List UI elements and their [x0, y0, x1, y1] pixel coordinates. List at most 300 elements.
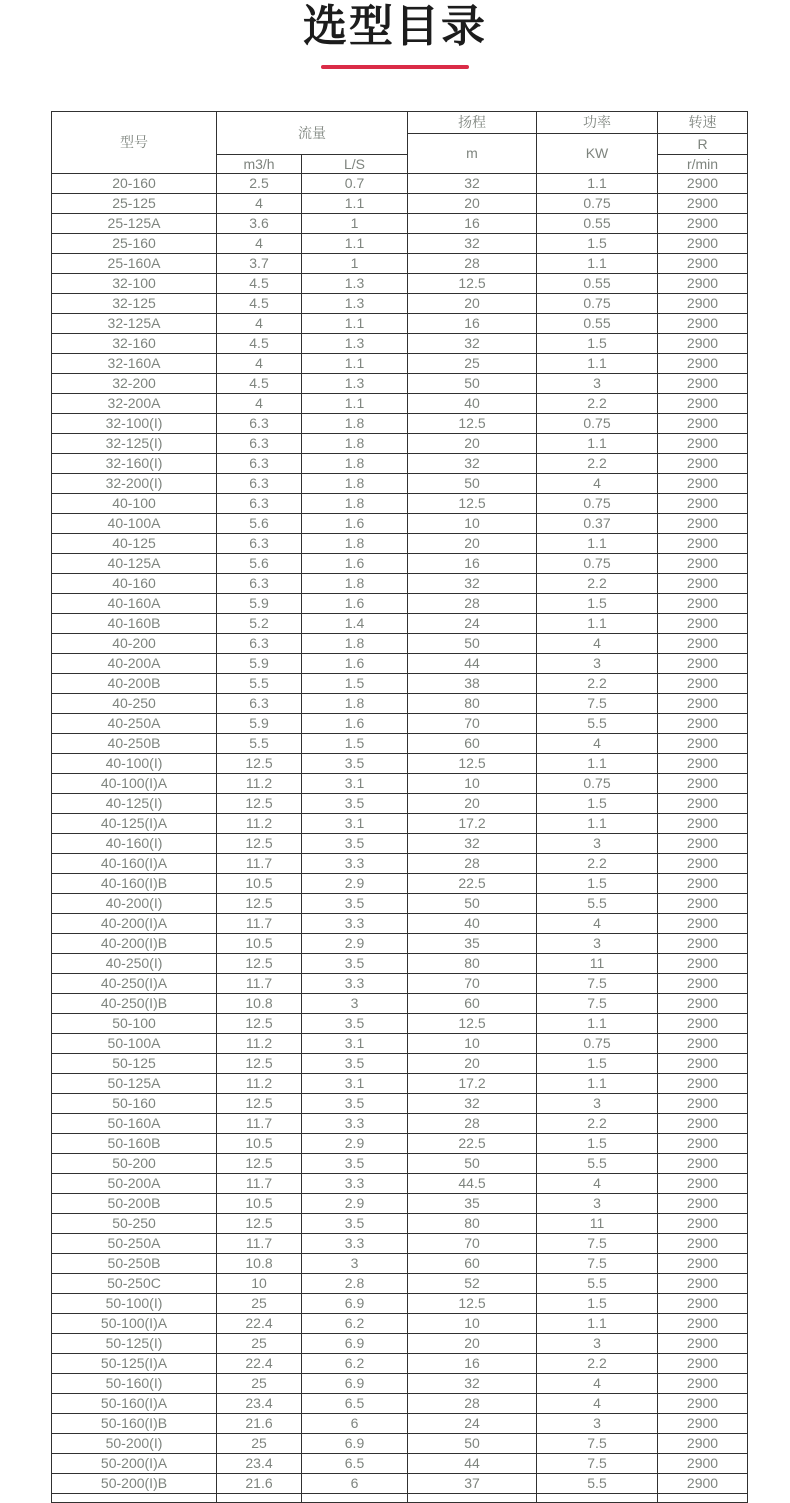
value-cell: 32 — [408, 173, 537, 193]
model-cell: 32-200 — [52, 373, 217, 393]
value-cell: 3.1 — [302, 773, 408, 793]
value-cell: 1.5 — [537, 1133, 658, 1153]
table-row — [52, 733, 748, 753]
value-cell: 2.8 — [302, 1273, 408, 1293]
value-cell: 70 — [408, 973, 537, 993]
value-cell: 3 — [537, 1413, 658, 1433]
value-cell: 4 — [217, 193, 302, 213]
value-cell: 2900 — [658, 1113, 748, 1133]
table-body — [52, 173, 748, 1493]
value-cell: 32 — [408, 833, 537, 853]
value-cell: 32 — [408, 573, 537, 593]
value-cell: 10 — [408, 1313, 537, 1333]
value-cell: 2900 — [658, 1153, 748, 1173]
value-cell: 60 — [408, 1253, 537, 1273]
value-cell: 12.5 — [217, 1153, 302, 1173]
model-cell: 32-200A — [52, 393, 217, 413]
value-cell: 7.5 — [537, 973, 658, 993]
table-row — [52, 1153, 748, 1173]
value-cell: 25 — [217, 1373, 302, 1393]
value-cell: 12.5 — [217, 1053, 302, 1073]
value-cell: 12.5 — [408, 753, 537, 773]
value-cell: 20 — [408, 1333, 537, 1353]
model-cell: 40-160A — [52, 593, 217, 613]
value-cell: 2.9 — [302, 1193, 408, 1213]
value-cell: 1.1 — [537, 613, 658, 633]
value-cell: 16 — [408, 553, 537, 573]
value-cell: 2900 — [658, 1433, 748, 1453]
value-cell: 1.6 — [302, 653, 408, 673]
value-cell: 12.5 — [217, 753, 302, 773]
model-cell: 40-100A — [52, 513, 217, 533]
value-cell: 25 — [408, 353, 537, 373]
value-cell: 2900 — [658, 413, 748, 433]
value-cell: 3 — [302, 1253, 408, 1273]
value-cell: 1 — [302, 213, 408, 233]
model-cell: 32-200(I) — [52, 473, 217, 493]
header-flow-unit-m3h: m3/h — [217, 154, 302, 173]
table-row — [52, 813, 748, 833]
value-cell: 2900 — [658, 1373, 748, 1393]
value-cell: 3.5 — [302, 833, 408, 853]
value-cell: 20 — [408, 1053, 537, 1073]
value-cell: 0.75 — [537, 413, 658, 433]
value-cell: 12.5 — [408, 1293, 537, 1313]
table-row — [52, 973, 748, 993]
value-cell: 1.1 — [537, 253, 658, 273]
value-cell: 2900 — [658, 573, 748, 593]
value-cell: 1.5 — [537, 1293, 658, 1313]
value-cell: 25 — [217, 1433, 302, 1453]
value-cell: 1.5 — [537, 333, 658, 353]
table-row — [52, 553, 748, 573]
value-cell: 2.2 — [537, 853, 658, 873]
value-cell: 70 — [408, 713, 537, 733]
value-cell: 7.5 — [537, 993, 658, 1013]
value-cell: 1 — [302, 253, 408, 273]
value-cell: 28 — [408, 1393, 537, 1413]
value-cell: 2900 — [658, 353, 748, 373]
value-cell: 1.6 — [302, 553, 408, 573]
value-cell: 2900 — [658, 173, 748, 193]
value-cell: 2900 — [658, 853, 748, 873]
value-cell: 11.7 — [217, 1173, 302, 1193]
value-cell: 20 — [408, 193, 537, 213]
catalog-page — [0, 2, 790, 1503]
model-cell: 50-160A — [52, 1113, 217, 1133]
value-cell: 2900 — [658, 1233, 748, 1253]
value-cell: 2.9 — [302, 933, 408, 953]
table-header — [52, 111, 748, 173]
value-cell: 2900 — [658, 713, 748, 733]
value-cell: 2900 — [658, 273, 748, 293]
value-cell: 2900 — [658, 873, 748, 893]
model-cell: 32-125(I) — [52, 433, 217, 453]
table-row — [52, 853, 748, 873]
value-cell: 1.5 — [302, 673, 408, 693]
value-cell: 1.5 — [537, 593, 658, 613]
value-cell: 28 — [408, 593, 537, 613]
value-cell: 11.2 — [217, 773, 302, 793]
value-cell: 2900 — [658, 893, 748, 913]
value-cell: 5.5 — [537, 713, 658, 733]
value-cell: 6 — [302, 1473, 408, 1493]
model-cell: 40-100(I)A — [52, 773, 217, 793]
value-cell: 2900 — [658, 453, 748, 473]
value-cell: 1.8 — [302, 493, 408, 513]
value-cell: 1.1 — [537, 1313, 658, 1333]
header-flow: 流量 — [217, 111, 408, 154]
value-cell: 5.9 — [217, 593, 302, 613]
value-cell: 28 — [408, 253, 537, 273]
table-row — [52, 493, 748, 513]
value-cell: 21.6 — [217, 1473, 302, 1493]
value-cell: 2900 — [658, 1133, 748, 1153]
value-cell: 2900 — [658, 633, 748, 653]
value-cell: 50 — [408, 373, 537, 393]
value-cell: 60 — [408, 733, 537, 753]
value-cell: 6.3 — [217, 693, 302, 713]
table-row — [52, 1033, 748, 1053]
value-cell: 12.5 — [217, 1093, 302, 1113]
value-cell: 50 — [408, 473, 537, 493]
value-cell: 2.9 — [302, 1133, 408, 1153]
value-cell: 7.5 — [537, 1233, 658, 1253]
value-cell: 35 — [408, 1193, 537, 1213]
value-cell: 2.2 — [537, 673, 658, 693]
value-cell: 44.5 — [408, 1173, 537, 1193]
model-cell: 50-250C — [52, 1273, 217, 1293]
value-cell: 2900 — [658, 373, 748, 393]
value-cell: 6.3 — [217, 453, 302, 473]
page-title: 选型目录 — [303, 2, 487, 51]
table-row — [52, 593, 748, 613]
value-cell: 3.1 — [302, 1033, 408, 1053]
value-cell: 2900 — [658, 953, 748, 973]
value-cell: 3.5 — [302, 1053, 408, 1073]
value-cell: 17.2 — [408, 813, 537, 833]
value-cell: 1.1 — [537, 1013, 658, 1033]
table-row — [52, 793, 748, 813]
value-cell: 3.1 — [302, 1073, 408, 1093]
value-cell: 4 — [537, 633, 658, 653]
value-cell: 2900 — [658, 233, 748, 253]
model-cell: 20-160 — [52, 173, 217, 193]
value-cell: 3 — [537, 833, 658, 853]
value-cell: 1.6 — [302, 513, 408, 533]
value-cell: 1.8 — [302, 693, 408, 713]
value-cell: 32 — [408, 333, 537, 353]
model-cell: 32-160 — [52, 333, 217, 353]
value-cell: 1.6 — [302, 713, 408, 733]
value-cell: 4 — [537, 473, 658, 493]
model-cell: 32-125 — [52, 293, 217, 313]
value-cell: 5.5 — [217, 673, 302, 693]
value-cell: 0.37 — [537, 513, 658, 533]
value-cell: 6.3 — [217, 493, 302, 513]
value-cell: 4 — [537, 1393, 658, 1413]
value-cell: 4 — [217, 233, 302, 253]
model-cell: 40-250(I)B — [52, 993, 217, 1013]
value-cell: 1.5 — [537, 233, 658, 253]
value-cell: 2900 — [658, 973, 748, 993]
value-cell: 5.9 — [217, 713, 302, 733]
header-speed-r: R — [658, 133, 748, 154]
value-cell: 1.3 — [302, 293, 408, 313]
value-cell: 3.3 — [302, 1173, 408, 1193]
value-cell: 1.8 — [302, 573, 408, 593]
model-cell: 32-160A — [52, 353, 217, 373]
model-cell: 50-200 — [52, 1153, 217, 1173]
model-cell: 50-200(I)A — [52, 1453, 217, 1473]
model-cell: 50-125A — [52, 1073, 217, 1093]
value-cell: 0.55 — [537, 313, 658, 333]
title-underline-accent — [321, 65, 469, 69]
value-cell: 4 — [217, 313, 302, 333]
value-cell: 2900 — [658, 933, 748, 953]
model-cell: 40-200 — [52, 633, 217, 653]
value-cell: 1.1 — [302, 393, 408, 413]
value-cell: 11.7 — [217, 853, 302, 873]
value-cell: 1.1 — [537, 753, 658, 773]
table-row — [52, 413, 748, 433]
value-cell: 3.5 — [302, 793, 408, 813]
value-cell: 2900 — [658, 1053, 748, 1073]
value-cell: 11.7 — [217, 973, 302, 993]
model-cell: 40-125 — [52, 533, 217, 553]
table-row — [52, 1433, 748, 1453]
table-row — [52, 533, 748, 553]
value-cell: 3.3 — [302, 913, 408, 933]
value-cell: 7.5 — [537, 1433, 658, 1453]
value-cell: 22.5 — [408, 873, 537, 893]
table-row — [52, 693, 748, 713]
value-cell: 3.5 — [302, 753, 408, 773]
table-row — [52, 393, 748, 413]
model-cell: 40-100 — [52, 493, 217, 513]
model-cell: 40-160(I) — [52, 833, 217, 853]
value-cell: 6.9 — [302, 1433, 408, 1453]
value-cell: 0.75 — [537, 773, 658, 793]
value-cell: 6.3 — [217, 573, 302, 593]
value-cell: 2900 — [658, 913, 748, 933]
value-cell: 5.6 — [217, 513, 302, 533]
value-cell: 3.1 — [302, 813, 408, 833]
value-cell: 1.1 — [537, 1073, 658, 1093]
value-cell: 6.2 — [302, 1353, 408, 1373]
value-cell: 10.8 — [217, 1253, 302, 1273]
value-cell: 4 — [217, 393, 302, 413]
table-row — [52, 1213, 748, 1233]
value-cell: 11.7 — [217, 913, 302, 933]
value-cell: 1.1 — [302, 193, 408, 213]
value-cell: 0.75 — [537, 493, 658, 513]
value-cell: 2900 — [658, 493, 748, 513]
model-cell: 50-160(I) — [52, 1373, 217, 1393]
value-cell: 38 — [408, 673, 537, 693]
value-cell: 35 — [408, 933, 537, 953]
table-row — [52, 1093, 748, 1113]
value-cell: 0.75 — [537, 293, 658, 313]
model-cell: 40-200B — [52, 673, 217, 693]
model-cell: 40-160(I)B — [52, 873, 217, 893]
value-cell: 4 — [537, 1173, 658, 1193]
value-cell: 1.5 — [537, 1053, 658, 1073]
model-cell: 25-125 — [52, 193, 217, 213]
value-cell: 0.75 — [537, 193, 658, 213]
table-row — [52, 1053, 748, 1073]
table-row — [52, 673, 748, 693]
table-row — [52, 1393, 748, 1413]
value-cell: 10.5 — [217, 1133, 302, 1153]
value-cell: 3.3 — [302, 1233, 408, 1253]
value-cell: 1.1 — [537, 433, 658, 453]
model-cell: 50-200A — [52, 1173, 217, 1193]
value-cell: 1.1 — [302, 353, 408, 373]
value-cell: 3.3 — [302, 853, 408, 873]
value-cell: 10.5 — [217, 1193, 302, 1213]
value-cell: 20 — [408, 293, 537, 313]
model-cell: 50-125(I)A — [52, 1353, 217, 1373]
table-row — [52, 833, 748, 853]
value-cell: 0.75 — [537, 1033, 658, 1053]
model-cell: 40-200(I)B — [52, 933, 217, 953]
value-cell: 11.7 — [217, 1113, 302, 1133]
model-cell: 50-160(I)B — [52, 1413, 217, 1433]
value-cell: 80 — [408, 1213, 537, 1233]
model-cell: 40-200(I)A — [52, 913, 217, 933]
value-cell: 3 — [537, 1093, 658, 1113]
model-cell: 40-160(I)A — [52, 853, 217, 873]
value-cell: 50 — [408, 1153, 537, 1173]
model-cell: 40-250(I) — [52, 953, 217, 973]
value-cell: 2.2 — [537, 1113, 658, 1133]
value-cell: 4 — [537, 733, 658, 753]
value-cell: 1.8 — [302, 533, 408, 553]
value-cell: 16 — [408, 1353, 537, 1373]
value-cell: 1.1 — [537, 353, 658, 373]
value-cell: 20 — [408, 433, 537, 453]
model-cell: 25-125A — [52, 213, 217, 233]
table-row — [52, 353, 748, 373]
value-cell: 2900 — [658, 313, 748, 333]
value-cell: 11.2 — [217, 1073, 302, 1093]
value-cell: 4 — [537, 1373, 658, 1393]
value-cell: 6.9 — [302, 1293, 408, 1313]
table-row — [52, 713, 748, 733]
value-cell: 21.6 — [217, 1413, 302, 1433]
value-cell: 2900 — [658, 193, 748, 213]
model-cell: 50-200B — [52, 1193, 217, 1213]
value-cell: 6.3 — [217, 413, 302, 433]
table-row — [52, 1373, 748, 1393]
value-cell: 4.5 — [217, 273, 302, 293]
value-cell: 2900 — [658, 513, 748, 533]
model-cell: 40-200A — [52, 653, 217, 673]
value-cell: 12.5 — [217, 1213, 302, 1233]
model-cell: 40-100(I) — [52, 753, 217, 773]
value-cell: 44 — [408, 653, 537, 673]
table-row — [52, 1353, 748, 1373]
table-row — [52, 513, 748, 533]
value-cell: 2.9 — [302, 873, 408, 893]
value-cell: 2900 — [658, 993, 748, 1013]
value-cell: 6.9 — [302, 1333, 408, 1353]
value-cell: 23.4 — [217, 1453, 302, 1473]
value-cell: 22.5 — [408, 1133, 537, 1153]
value-cell: 0.55 — [537, 273, 658, 293]
value-cell: 7.5 — [537, 1253, 658, 1273]
table-row — [52, 193, 748, 213]
header-speed: 转速 — [658, 111, 748, 133]
value-cell: 10 — [408, 1033, 537, 1053]
value-cell: 2900 — [658, 1033, 748, 1053]
value-cell: 6.3 — [217, 433, 302, 453]
value-cell: 11.2 — [217, 1033, 302, 1053]
value-cell: 44 — [408, 1453, 537, 1473]
value-cell: 2900 — [658, 1333, 748, 1353]
value-cell: 2900 — [658, 473, 748, 493]
table-row — [52, 893, 748, 913]
table-row — [52, 373, 748, 393]
value-cell: 1.8 — [302, 453, 408, 473]
value-cell: 5.5 — [537, 1273, 658, 1293]
table-row — [52, 633, 748, 653]
value-cell: 3 — [537, 653, 658, 673]
value-cell: 4 — [537, 913, 658, 933]
value-cell: 11 — [537, 1213, 658, 1233]
value-cell: 2900 — [658, 1193, 748, 1213]
value-cell: 3.7 — [217, 253, 302, 273]
table-row — [52, 1473, 748, 1493]
value-cell: 0.75 — [537, 553, 658, 573]
value-cell: 5.6 — [217, 553, 302, 573]
model-cell: 50-200(I) — [52, 1433, 217, 1453]
value-cell: 24 — [408, 613, 537, 633]
value-cell: 3.5 — [302, 1213, 408, 1233]
value-cell: 2900 — [658, 1273, 748, 1293]
value-cell: 2900 — [658, 1173, 748, 1193]
value-cell: 2900 — [658, 673, 748, 693]
value-cell: 1.1 — [537, 173, 658, 193]
value-cell: 2900 — [658, 1293, 748, 1313]
value-cell: 6.5 — [302, 1393, 408, 1413]
value-cell: 2900 — [658, 1253, 748, 1273]
table-row — [52, 173, 748, 193]
value-cell: 3 — [537, 933, 658, 953]
value-cell: 50 — [408, 633, 537, 653]
table-row — [52, 573, 748, 593]
value-cell: 11 — [537, 953, 658, 973]
value-cell: 2900 — [658, 1213, 748, 1233]
table-row — [52, 313, 748, 333]
model-cell: 40-200(I) — [52, 893, 217, 913]
value-cell: 10.5 — [217, 873, 302, 893]
value-cell: 2900 — [658, 773, 748, 793]
value-cell: 3.5 — [302, 1093, 408, 1113]
value-cell: 2900 — [658, 333, 748, 353]
value-cell: 10 — [408, 773, 537, 793]
header-flow-unit-ls: L/S — [302, 154, 408, 173]
value-cell: 17.2 — [408, 1073, 537, 1093]
model-cell: 40-250A — [52, 713, 217, 733]
table-row — [52, 1173, 748, 1193]
table-row — [52, 273, 748, 293]
value-cell: 80 — [408, 693, 537, 713]
table-row — [52, 933, 748, 953]
value-cell: 22.4 — [217, 1353, 302, 1373]
value-cell: 0.7 — [302, 173, 408, 193]
